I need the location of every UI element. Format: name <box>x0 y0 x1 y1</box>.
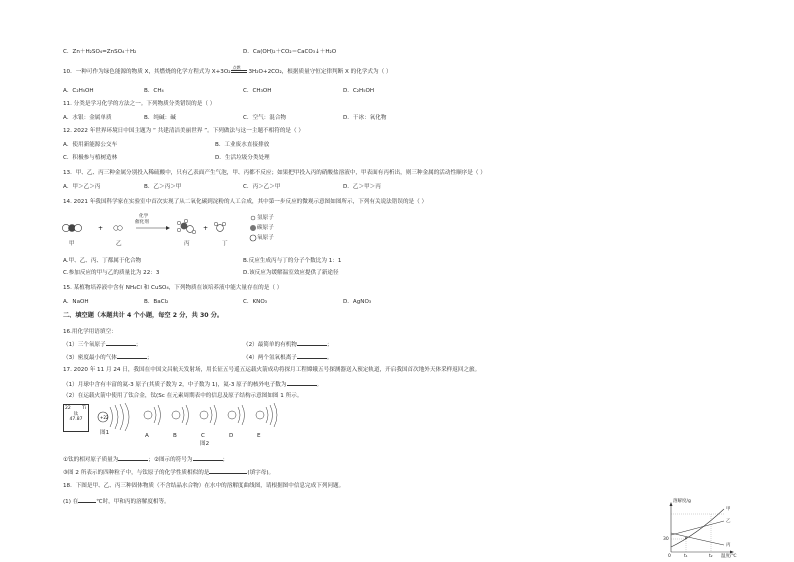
fig2-caption: 图2 <box>200 441 210 447</box>
q14-option-a: A.甲、乙、丙、丁都属于化合物 <box>63 258 142 264</box>
intersection-point <box>685 537 687 539</box>
chart-y-label: 溶解度/g <box>673 499 691 504</box>
solubility-chart <box>656 497 736 557</box>
element-symbol: Ti <box>82 406 86 411</box>
fig1-caption: 图1 <box>100 430 110 436</box>
series-yi: 乙 <box>726 519 731 524</box>
q17-stem: 17. 2020 年 11 月 24 日，我国在中国文昌航天发射场，用长征五号遥五运载火箭成功将探月工程嫦娥五号探测器送入预定轨道，开启我国首次地外天体采样返回之旅。 <box>63 367 481 373</box>
q11-option-a: A．水银：金属单质 <box>63 115 112 121</box>
q10-stem-a: 10．一种可作为绿色能源的物质 X，其燃烧的化学方程式为 X+3O₂ <box>63 69 231 75</box>
x-axis-label: 温度/℃ <box>721 554 737 559</box>
curve-yi <box>671 521 724 535</box>
x-mark-t1: t₁ <box>684 554 688 559</box>
molecule-co2 <box>62 224 81 232</box>
q18-part-1b: ℃时，甲和丙的溶解度相等。 <box>96 499 170 505</box>
q15-option-d: D．AgNO₃ <box>343 299 372 305</box>
fig2-label-a: A <box>145 433 149 439</box>
catalyst-bottom: 催化剂 <box>135 220 149 225</box>
q17-fill-1: ①钛的相对原子质量为 ；②图示的符号为 ； <box>63 457 229 463</box>
q17-blank-3[interactable] <box>193 455 223 461</box>
q16-blank-3[interactable] <box>117 353 147 359</box>
q18-part-1 <box>63 497 170 506</box>
q12-stem: 12. 2022 年世界环境日中国主题为 “ 共建清洁美丽世界 ”。下列做法与这一主题不相符的是（ ） <box>63 128 304 134</box>
q9-option-c: C．Zn＋H₂SO₄=ZnSO₄＋H₂ <box>63 49 137 55</box>
q14-option-c: C.参加反应的甲与乙的质量比为 22：3 <box>63 270 160 276</box>
q16-item-4-text: （4）两个氢氧根离子 <box>243 355 297 361</box>
catalyst-top: 化学 <box>139 214 149 219</box>
q16-blank-1[interactable] <box>106 340 136 346</box>
fig2-label-c: C <box>201 433 205 439</box>
q17-fill-2 <box>63 468 274 477</box>
q16-item-2: （2）最简单的有机物 ； <box>243 342 333 348</box>
q10-condition-arrow <box>230 65 248 76</box>
q12-option-b: B．工业废水直接排放 <box>215 142 270 148</box>
fig2-label-e: E <box>257 433 261 439</box>
q9-option-d: D．Ca(OH)₂＋CO₂＝CaCO₃↓＋H₂O <box>243 49 337 55</box>
legend-hydrogen: 氢原子 <box>257 215 274 221</box>
q14-legend <box>250 216 256 241</box>
q16-item-4: （4）两个氢氧根离子 。 <box>243 355 333 361</box>
element-name: 钛 <box>73 411 79 417</box>
q17-fill-1b: ；②图示的符号为 <box>148 457 193 463</box>
section-2-heading: 二、填空题（本题共计 4 个小题，每空 2 分，共 30 分。 <box>63 312 224 319</box>
q10-option-d: D．C₂H₅OH <box>343 88 375 94</box>
q14-option-b: B.反应生成丙与丁的分子个数比为 1：1 <box>243 258 342 264</box>
q16-blank-4[interactable] <box>297 353 327 359</box>
molecule-h2o <box>214 222 226 231</box>
q13-option-b: B．乙＞丙＞甲 <box>144 184 182 190</box>
fig2-label-d: D <box>229 433 234 439</box>
q12-option-c: C．积极参与植树造林 <box>63 155 118 161</box>
q15-stem: 15. 某植物培养液中含有 NH₄Cl 和 CuSO₄，下列物质在该培养液中能大量存在的是（ ） <box>63 285 283 291</box>
q13-option-d: D．乙＞甲＞丙 <box>343 184 381 190</box>
q16-blank-2[interactable] <box>297 340 327 346</box>
q12-option-a: A．使用新能源公交车 <box>63 142 118 148</box>
q18-blank-1[interactable] <box>78 497 96 503</box>
fig2-label-b: B <box>173 433 177 439</box>
particle-c <box>200 405 217 425</box>
q14-option-d: D.该反应为缓解温室效应提供了新途径 <box>243 270 339 276</box>
q17-part-2: （2）在运载火箭中使用了钛合金，钛(Sc 在元素周期表中的信息及原子结构示意图如图 1 所示。 <box>63 393 303 399</box>
q17-fill-1a: ①钛的相对原子质量为 <box>63 457 119 463</box>
element-card-ti <box>63 404 89 432</box>
q17-fill-2b: (填字母)。 <box>247 470 275 476</box>
q11-option-b: B．纯碱：碱 <box>144 115 176 121</box>
element-number: 22 <box>65 406 71 411</box>
q14-reaction-diagram <box>60 212 270 252</box>
reaction-arrowhead <box>166 226 170 230</box>
element-mass: 47.87 <box>69 417 83 422</box>
q16-item-3: （3）密度最小的气体 ； <box>63 355 153 361</box>
q15-option-a: A．NaOH <box>63 299 89 305</box>
q10-stem-b: 3H₂O+2CO₂，根据质量守恒定律判断 X 的化学式为（ ） <box>248 69 392 75</box>
molecule-h2 <box>114 226 123 231</box>
q10-option-a: A．C₂H₅OH <box>63 88 94 94</box>
label-ding: 丁 <box>222 241 228 247</box>
legend-oxygen: 氧原子 <box>257 235 274 241</box>
q11-stem: 11. 分类是学习化学的方法之一。下列物质分类错误的是（ ） <box>63 101 216 107</box>
x-mark-0: 0 <box>668 554 671 559</box>
q18-stem: 18．下图是甲、乙、丙三种固体物质（不含结晶水合物）在水中的溶解度曲线图，请根据图中信息完成下列问题。 <box>63 483 345 489</box>
q15-option-c: C．KNO₃ <box>243 299 267 305</box>
q17-part-1-text: （1）月球中含有丰富的氦-3 原子(其质子数为 2，中子数为 1)，氦-3 原子的核外电子数为 <box>63 382 287 388</box>
q10-stem <box>63 65 392 76</box>
series-jia: 甲 <box>726 507 731 512</box>
y-mark-30: 30 <box>663 537 669 542</box>
particle-e <box>256 403 277 427</box>
q11-option-c: C．空气：混合物 <box>243 115 287 121</box>
q10-option-c: C．CH₃OH <box>243 88 272 94</box>
q13-stem: 13．甲、乙、丙三种金属分别投入稀硫酸中，只有乙表面产生气泡，甲、丙都不反应；如果把甲投入丙的硝酸盐溶液中，甲表面有丙析出，则三种金属的活动性顺序是（ ） <box>63 170 486 176</box>
label-yi: 乙 <box>116 241 122 247</box>
q16-item-1-text: （1）三个氧原子 <box>63 342 106 348</box>
legend-carbon: 碳原子 <box>257 225 274 231</box>
x-mark-t2: t₂ <box>709 554 713 559</box>
q10-condition: 点燃 <box>232 65 241 70</box>
q16-item-1: （1）三个氧原子 ； <box>63 342 142 348</box>
plus-sign-1: + <box>98 225 104 232</box>
q10-option-b: B．CH₄ <box>144 88 164 94</box>
label-bing: 丙 <box>184 241 190 247</box>
q15-option-b: B．BaCl₂ <box>144 299 169 305</box>
q18-part-1a: (1) 在 <box>63 499 79 505</box>
q12-option-d: D．生活垃圾分类处理 <box>215 155 270 161</box>
q11-option-d: D．干冰：氧化物 <box>343 115 387 121</box>
q13-option-a: A．甲＞乙＞丙 <box>63 184 101 190</box>
svg-text:+22: +22 <box>100 415 109 420</box>
ti-atom-diagram <box>93 402 133 432</box>
q17-part-1: （1）月球中含有丰富的氦-3 原子(其质子数为 2，中子数为 1)，氦-3 原子的核外电子数为 。 <box>63 382 323 388</box>
q17-fill-2a: ③图 2 所表示的四种粒子中，与钛原子的化学性质相似的是 <box>63 470 210 476</box>
q14-stem: 14. 2021 年我国科学家在实验室中首次实现了从二氧化碳到淀粉的人工合成，其中第一步反应的微观示意图如图所示，下列有关说法错误的是（ ） <box>63 199 428 205</box>
label-jia: 甲 <box>69 241 75 247</box>
q16-item-3-text: （3）密度最小的气体 <box>63 355 117 361</box>
q17-blank-2[interactable] <box>118 455 148 461</box>
q16-item-2-text: （2）最简单的有机物 <box>243 342 297 348</box>
particle-a <box>144 405 161 425</box>
q17-blank-1[interactable] <box>287 380 317 386</box>
particle-b <box>172 405 189 425</box>
series-bing: 丙 <box>726 543 731 548</box>
q16-stem: 16.用化学用语填空： <box>63 329 117 335</box>
molecule-ch3oh <box>177 219 196 234</box>
fig2-particles <box>140 400 280 434</box>
plus-sign-2: + <box>203 225 209 232</box>
q13-option-c: C．丙＞乙＞甲 <box>243 184 281 190</box>
particle-d <box>228 405 245 425</box>
q17-blank-4[interactable] <box>209 468 247 474</box>
